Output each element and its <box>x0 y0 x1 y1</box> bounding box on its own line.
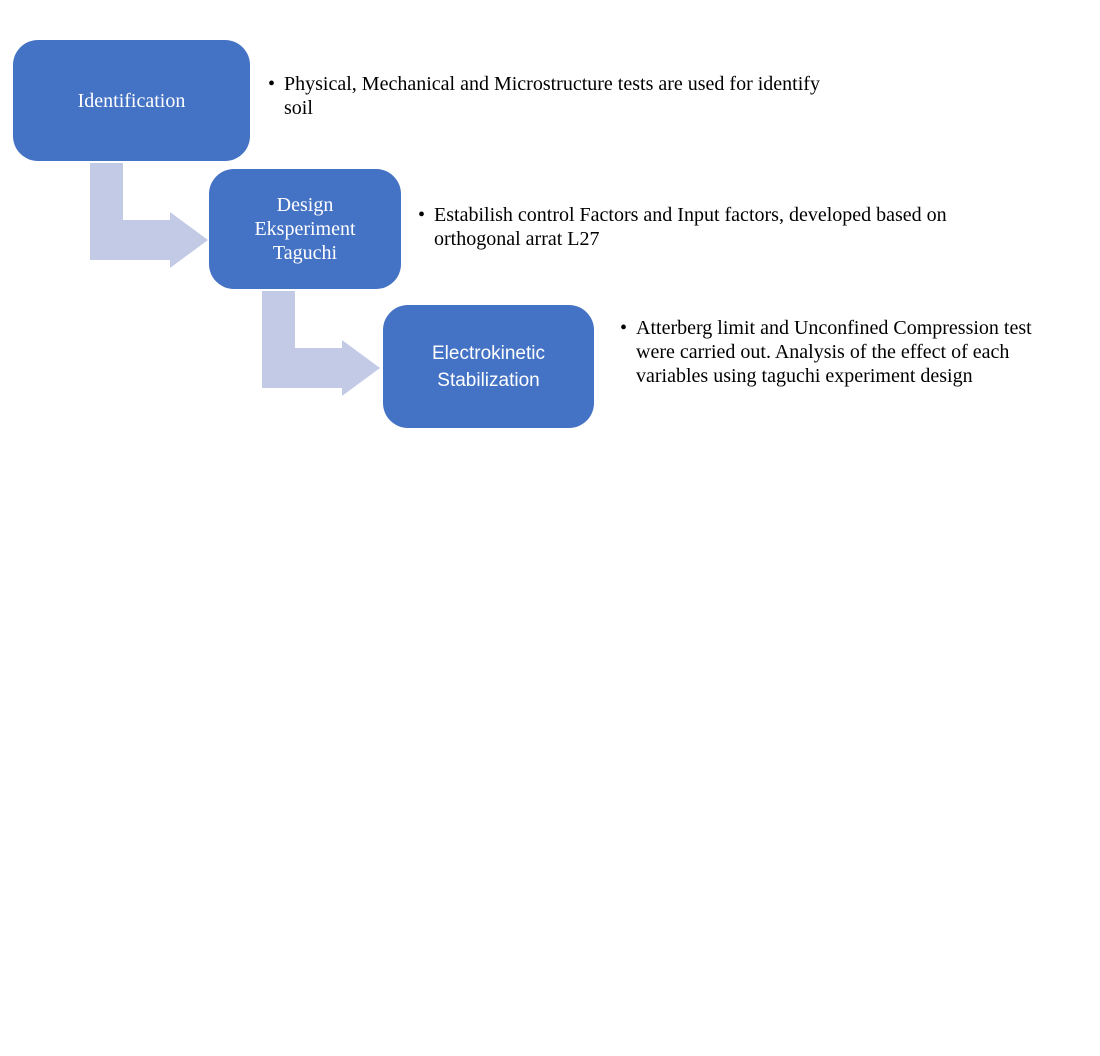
step-note-text: Physical, Mechanical and Microstructure tests are used for identify soil <box>284 73 820 119</box>
step-note-design-eksperiment <box>418 203 958 251</box>
bent-arrow-shape <box>262 291 380 396</box>
step-box-identification <box>13 40 250 161</box>
step-box-label: Electrokinetic Stabilization <box>432 342 545 391</box>
step-note-text: Estabilish control Factors and Input factors, developed based on orthogonal arrat L27 <box>434 204 947 250</box>
step-box-label: Design Eksperiment Taguchi <box>254 194 356 264</box>
bullet-marker: • <box>620 317 628 339</box>
step-note-electrokinetic <box>620 316 1050 388</box>
step-note-text: Atterberg limit and Unconfined Compression test were carried out. Analysis of the effect of each variables using taguchi experiment design <box>636 317 1032 387</box>
step-box-electrokinetic-stabilization <box>383 305 594 428</box>
bullet-marker: • <box>418 204 426 226</box>
bent-arrow-connector-1 <box>90 163 208 269</box>
step-box-design-eksperiment-taguchi <box>209 169 401 289</box>
bent-arrow-shape <box>90 163 208 268</box>
step-note-identification <box>268 72 838 120</box>
bent-arrow-connector-2 <box>262 291 380 397</box>
bullet-marker: • <box>268 73 276 95</box>
step-box-label: Identification <box>77 89 186 112</box>
